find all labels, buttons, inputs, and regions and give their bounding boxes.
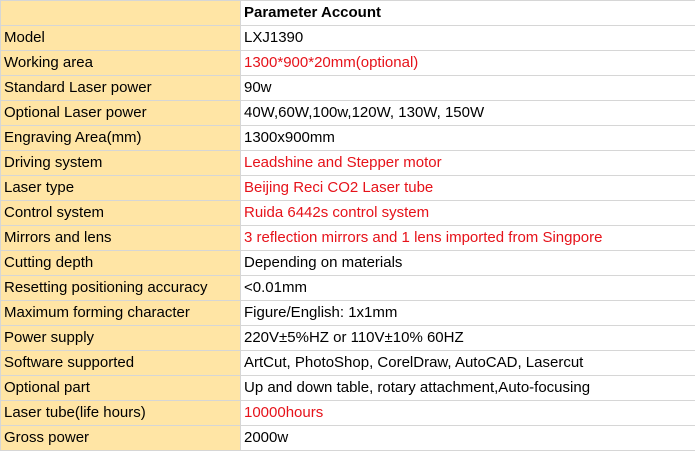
row-value: 2000w [241, 426, 695, 451]
table-row [1, 426, 695, 451]
row-label: Working area [1, 51, 241, 76]
table-row [1, 126, 695, 151]
table-row [1, 251, 695, 276]
table-row [1, 276, 695, 301]
row-value: 1300*900*20mm(optional) [241, 51, 695, 76]
row-value: 1300x900mm [241, 126, 695, 151]
header-title: Parameter Account [241, 1, 695, 26]
table-row [1, 151, 695, 176]
table-row [1, 326, 695, 351]
row-label: Cutting depth [1, 251, 241, 276]
row-value: Figure/English: 1x1mm [241, 301, 695, 326]
row-value: Up and down table, rotary attachment,Auto-focusing [241, 376, 695, 401]
table-row [1, 101, 695, 126]
table-row [1, 51, 695, 76]
row-label: Optional part [1, 376, 241, 401]
row-value: Ruida 6442s control system [241, 201, 695, 226]
row-value: Depending on materials [241, 251, 695, 276]
row-label: Standard Laser power [1, 76, 241, 101]
row-value: 3 reflection mirrors and 1 lens imported from Singpore [241, 226, 695, 251]
row-label: Driving system [1, 151, 241, 176]
row-value: 40W,60W,100w,120W, 130W, 150W [241, 101, 695, 126]
row-label: Engraving Area(mm) [1, 126, 241, 151]
row-value: ArtCut, PhotoShop, CorelDraw, AutoCAD, Lasercut [241, 351, 695, 376]
table-row [1, 76, 695, 101]
row-label: Gross power [1, 426, 241, 451]
row-label: Optional Laser power [1, 101, 241, 126]
table-row [1, 351, 695, 376]
row-value: <0.01mm [241, 276, 695, 301]
table-body [1, 26, 695, 451]
table-row [1, 226, 695, 251]
row-label: Software supported [1, 351, 241, 376]
table-row [1, 376, 695, 401]
row-value: 10000hours [241, 401, 695, 426]
row-label: Model [1, 26, 241, 51]
row-value: LXJ1390 [241, 26, 695, 51]
row-label: Resetting positioning accuracy [1, 276, 241, 301]
table-row [1, 26, 695, 51]
row-label: Control system [1, 201, 241, 226]
header-label-cell [1, 1, 241, 26]
row-label: Power supply [1, 326, 241, 351]
row-value: Beijing Reci CO2 Laser tube [241, 176, 695, 201]
row-value: 90w [241, 76, 695, 101]
table-row [1, 176, 695, 201]
row-value: 220V±5%HZ or 110V±10% 60HZ [241, 326, 695, 351]
row-label: Maximum forming character [1, 301, 241, 326]
table-row [1, 301, 695, 326]
row-value: Leadshine and Stepper motor [241, 151, 695, 176]
row-label: Laser tube(life hours) [1, 401, 241, 426]
row-label: Laser type [1, 176, 241, 201]
row-label: Mirrors and lens [1, 226, 241, 251]
table-header-row [1, 1, 695, 26]
table-row [1, 401, 695, 426]
table-row [1, 201, 695, 226]
